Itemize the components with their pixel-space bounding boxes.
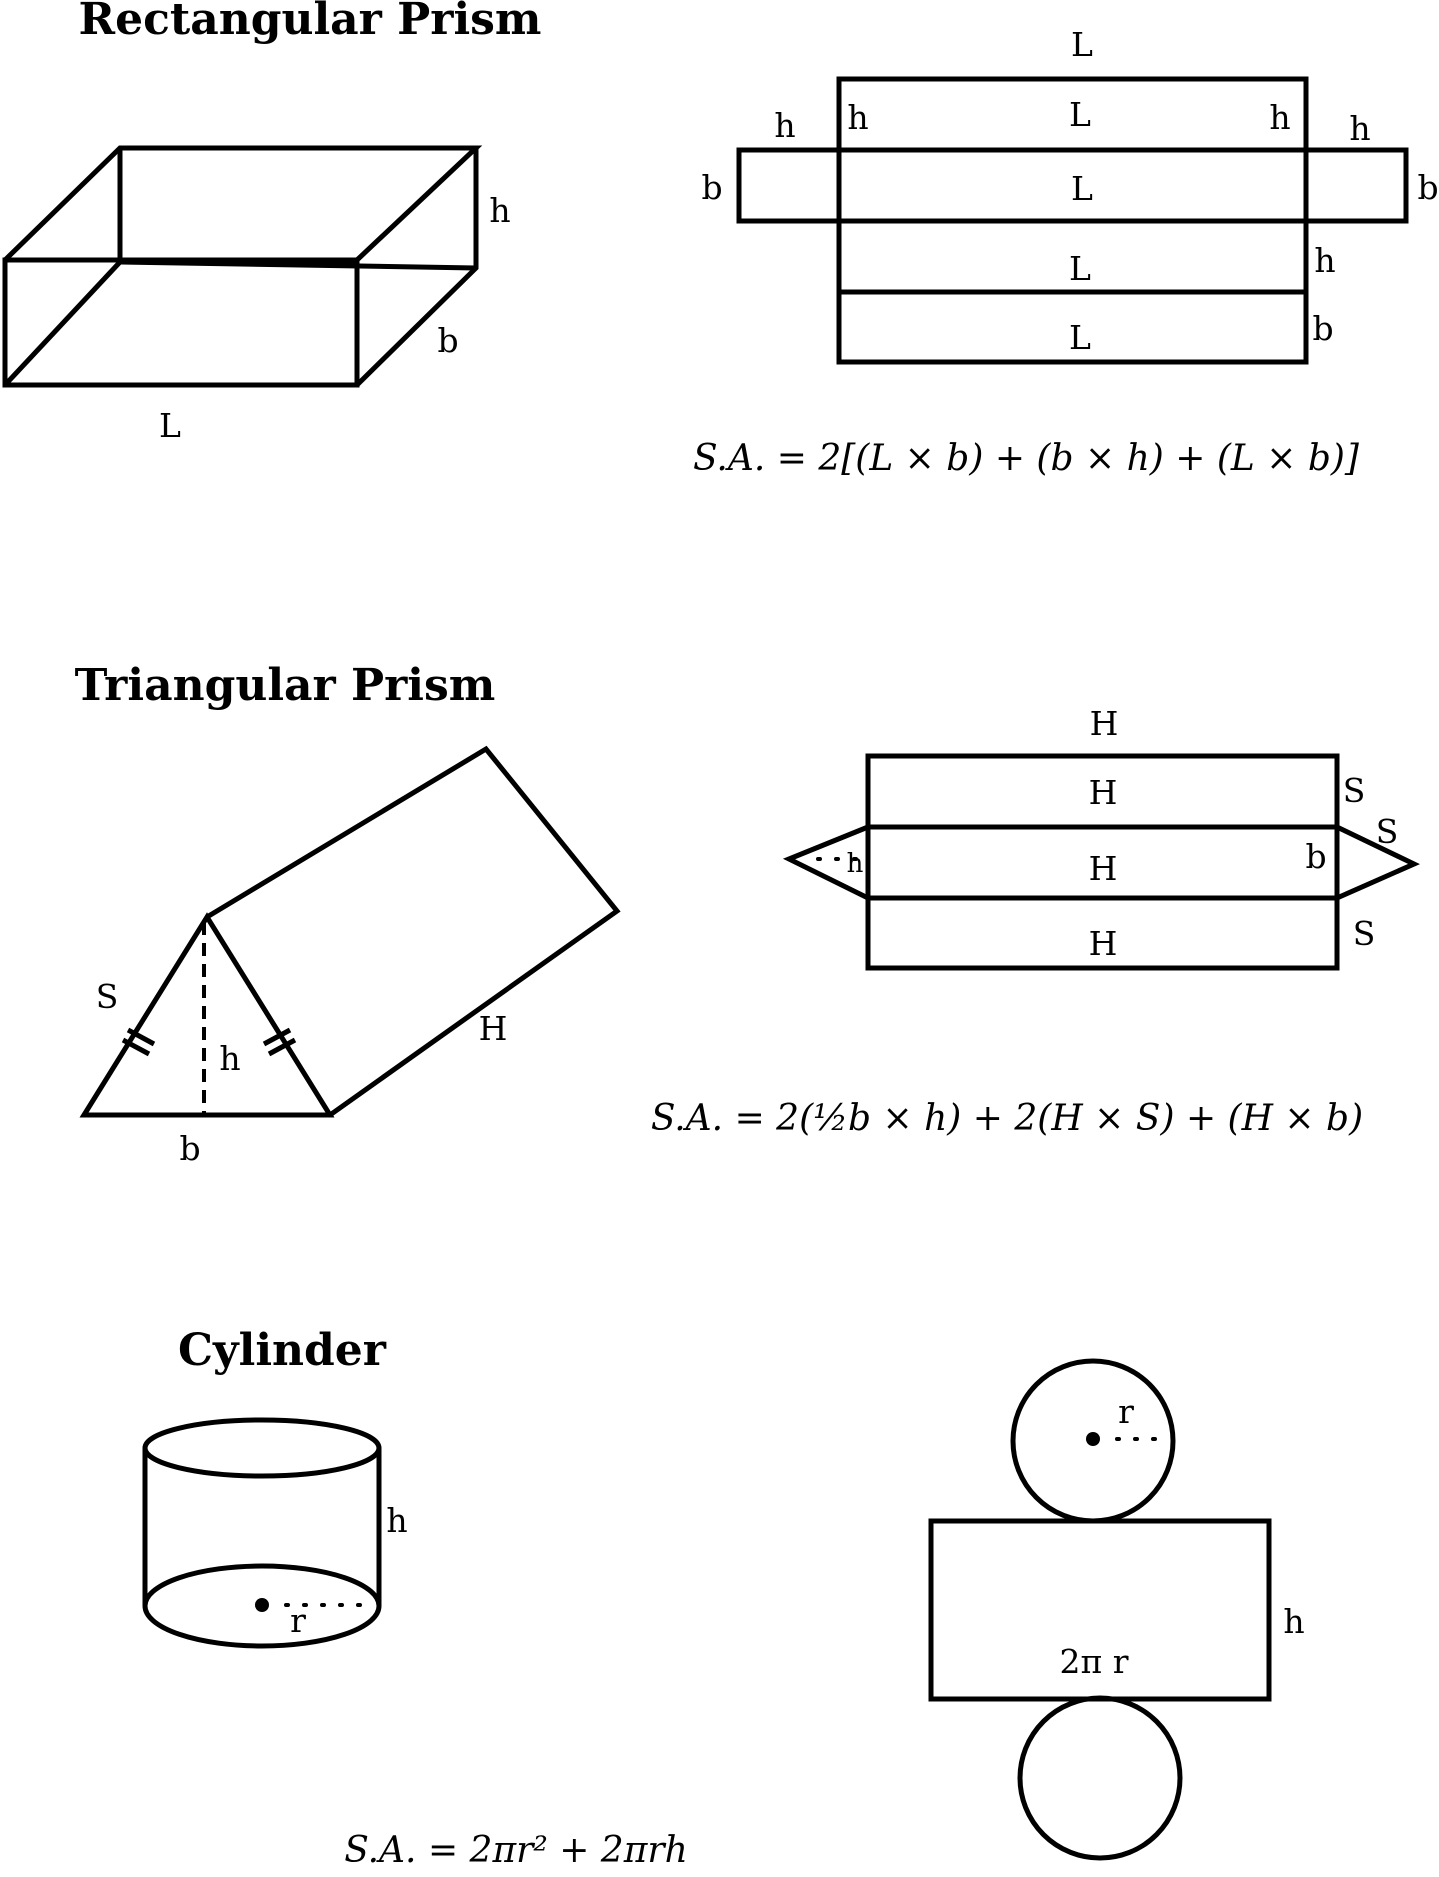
tri-net-right-S-label: S bbox=[1375, 812, 1399, 851]
rect-prism-net bbox=[701, 25, 1438, 362]
cylinder-net-bottom-circle bbox=[1020, 1698, 1180, 1858]
tri-prism-side-face bbox=[207, 749, 617, 1115]
tri-net-face3-S-label: S bbox=[1352, 914, 1376, 953]
cylinder-formula: S.A. = 2πr² + 2πrh bbox=[344, 1830, 688, 1871]
rect-prism-top-face bbox=[5, 148, 476, 260]
rect-net-face2-L-label: L bbox=[1071, 169, 1093, 208]
rect-net-face1-L-label: L bbox=[1069, 95, 1091, 134]
rect-net-face3-L-label: L bbox=[1069, 249, 1091, 288]
rect-prism-h-label: h bbox=[489, 191, 511, 230]
tri-prism-net bbox=[789, 704, 1414, 968]
tri-prism-b-label: b bbox=[179, 1129, 201, 1168]
rect-net-left-flap bbox=[739, 150, 839, 221]
rect-prism-solid bbox=[5, 148, 511, 445]
tri-prism-title: Triangular Prism bbox=[74, 660, 496, 711]
rect-net-face4-b-label: b bbox=[1312, 309, 1334, 348]
rect-net-flap-h-left-label: h bbox=[774, 106, 796, 145]
rect-prism-front-face bbox=[5, 260, 357, 385]
tri-net-face3-H-label: H bbox=[1088, 924, 1118, 963]
tri-prism-H-label: H bbox=[478, 1009, 508, 1048]
rect-net-flap-b-left-label: b bbox=[701, 168, 723, 207]
cylinder-section bbox=[145, 1325, 1305, 1871]
tri-net-face2-b-label: b bbox=[1305, 837, 1327, 876]
rect-net-flap-h-right-label: h bbox=[1349, 109, 1371, 148]
rect-net-flap-b-right-label: b bbox=[1417, 168, 1439, 207]
cylinder-r-label: r bbox=[290, 1601, 306, 1640]
rect-prism-L-label: L bbox=[159, 406, 181, 445]
rect-prism-formula: S.A. = 2[(L × b) + (b × h) + (L × b)] bbox=[693, 438, 1359, 479]
cylinder-net-h-label: h bbox=[1283, 1602, 1305, 1641]
rect-net-right-flap bbox=[1306, 150, 1406, 221]
rect-prism-title: Rectangular Prism bbox=[78, 0, 542, 45]
tri-net-face2-H-label: H bbox=[1088, 849, 1118, 888]
cylinder-h-label: h bbox=[386, 1501, 408, 1540]
cylinder-solid bbox=[145, 1420, 408, 1646]
rect-net-top-L-label: L bbox=[1071, 25, 1093, 64]
rect-net-face3-h-label: h bbox=[1314, 241, 1336, 280]
tri-net-top-H-label: H bbox=[1089, 704, 1119, 743]
rect-net-face1-h-right-label: h bbox=[1269, 98, 1291, 137]
tri-prism-S-label: S bbox=[95, 977, 119, 1016]
cylinder-net-circumference-label: 2π r bbox=[1059, 1642, 1129, 1681]
tri-prism-h-label: h bbox=[219, 1039, 241, 1078]
cylinder-center-dot bbox=[255, 1598, 269, 1612]
tri-prism-solid bbox=[84, 749, 617, 1168]
tri-prism-front-triangle bbox=[84, 917, 330, 1115]
tri-net-face1-H-label: H bbox=[1088, 773, 1118, 812]
rect-prism-b-label: b bbox=[437, 321, 459, 360]
cylinder-net-r-label: r bbox=[1118, 1392, 1134, 1431]
cylinder-top-ellipse bbox=[145, 1420, 379, 1476]
cylinder-title: Cylinder bbox=[178, 1325, 386, 1376]
rect-net-face1-h-left-label: h bbox=[847, 98, 869, 137]
rect-net-face4-L-label: L bbox=[1069, 318, 1091, 357]
rect-prism-section bbox=[5, 0, 1439, 479]
cylinder-net-center-dot bbox=[1086, 1432, 1100, 1446]
tri-prism-section bbox=[75, 660, 1414, 1168]
rect-prism-back-bottom-diagonal bbox=[5, 262, 120, 385]
cylinder-net bbox=[931, 1361, 1305, 1858]
tri-net-face1-S-label: S bbox=[1342, 771, 1366, 810]
tri-net-left-h-label: h bbox=[846, 849, 864, 879]
tri-prism-formula: S.A. = 2(½b × h) + 2(H × S) + (H × b) bbox=[650, 1098, 1364, 1139]
